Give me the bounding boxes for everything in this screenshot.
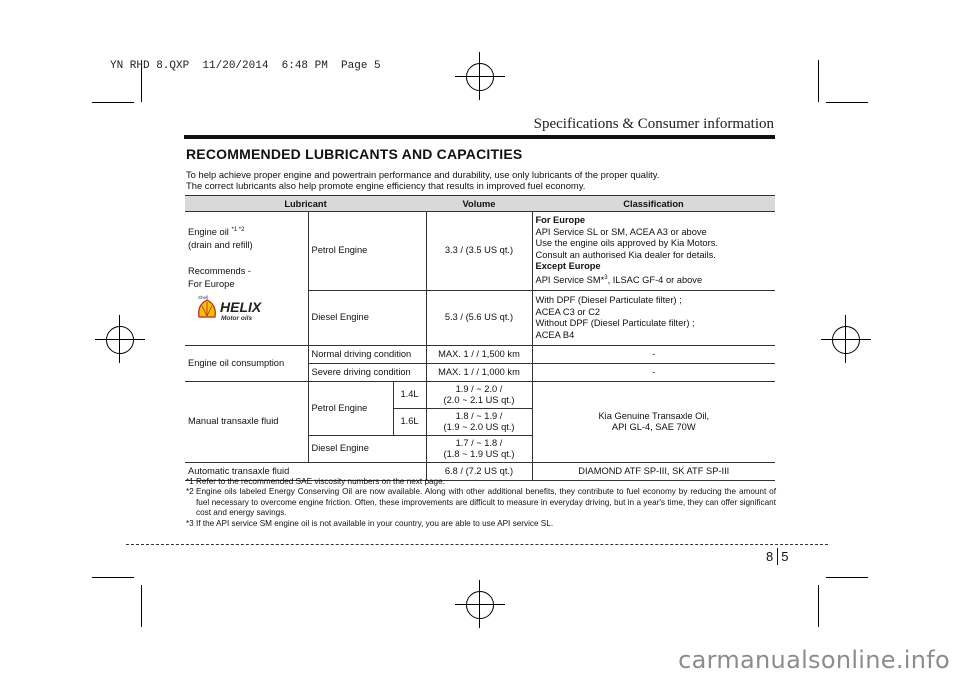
- petrol-volume: 3.3 / (3.5 US qt.): [426, 212, 532, 291]
- consumption-label: Engine oil consumption: [185, 346, 308, 382]
- petrol-classification: [532, 212, 775, 291]
- footnote-ref: 3: [604, 274, 608, 281]
- class-line: , ILSAC GF-4 or above: [607, 275, 703, 286]
- automatic-classification: DIAMOND ATF SP-III, SK ATF SP-III: [532, 463, 775, 481]
- svg-text:Shell: Shell: [198, 295, 209, 301]
- manual-petrol-label: Petrol Engine: [308, 382, 393, 436]
- volume-line: (1.9 ~ 2.0 US qt.): [443, 422, 515, 432]
- for-europe-heading: For Europe: [535, 215, 586, 226]
- class-line: ACEA B4: [535, 329, 575, 340]
- class-line: Without DPF (Diesel Particulate filter) ;: [535, 318, 695, 328]
- automatic-volume: 6.8 / (7.2 US qt.): [426, 463, 532, 481]
- class-line: ACEA C3 or C2: [535, 306, 601, 317]
- footnote-text: Engine oils labeled Energy Conserving Oil are now available. Along with other additional benefits, they contribute to fuel economy by reducing the amount of fuel necessary to overcome engine friction. Often, these improvements are difficult to measure in everyday driving, but in a year's time, they can offer significant cost and energy savings.: [196, 487, 776, 518]
- petrol-engine-label: Petrol Engine: [308, 212, 426, 291]
- print-slug: YN RHD 8.QXP 11/20/2014 6:48 PM Page 5: [110, 60, 381, 72]
- diesel-engine-label: Diesel Engine: [308, 291, 426, 346]
- volume-line: 1.7 / ~ 1.8 /: [455, 437, 503, 448]
- crop-mark: [826, 102, 868, 103]
- engine-oil-sub: (drain and refill): [188, 240, 253, 251]
- class-line: Consult an authorised Kia dealer for details.: [535, 249, 716, 260]
- footnote: [186, 519, 776, 529]
- intro-line: The correct lubricants also help promote engine efficiency that results in improved fuel economy.: [186, 180, 586, 191]
- diesel-volume: 5.3 / (5.6 US qt.): [426, 291, 532, 346]
- intro-text: [186, 169, 786, 191]
- col-header-lubricant: Lubricant: [185, 196, 426, 212]
- crop-mark: [818, 585, 819, 627]
- volume-line: (2.0 ~ 2.1 US qt.): [443, 395, 515, 405]
- manual-transaxle-label: Manual transaxle fluid: [185, 382, 308, 463]
- manual-volume: [426, 382, 532, 409]
- consumption-class: -: [532, 346, 775, 364]
- volume-line: 1.8 / ~ 1.9 /: [455, 410, 503, 421]
- class-line: With DPF (Diesel Particulate filter) ;: [535, 295, 682, 305]
- watermark: carmanualsonline.info: [678, 646, 950, 674]
- engine-size: 1.4L: [393, 382, 426, 409]
- driving-condition: Severe driving condition: [308, 364, 426, 382]
- for-europe-label: For Europe: [188, 279, 235, 290]
- footnote: [186, 477, 776, 487]
- table-header-row: [185, 196, 775, 212]
- table-row: [185, 212, 775, 291]
- footnote-ref: *1 *2: [231, 227, 245, 233]
- crop-mark: [92, 102, 134, 103]
- volume-line: (1.8 ~ 1.9 US qt.): [443, 449, 515, 459]
- chapter-number: 8: [766, 549, 774, 564]
- col-header-classification: Classification: [532, 196, 775, 212]
- manual-volume: [426, 436, 532, 463]
- footnote-mark: *1: [186, 477, 194, 486]
- crop-mark: [826, 577, 868, 578]
- footnote: [186, 487, 776, 518]
- class-line: Use the engine oils approved by Kia Motors.: [535, 238, 718, 249]
- consumption-volume: MAX. 1 / / 1,000 km: [426, 364, 532, 382]
- class-line: API Service SL or SM, ACEA A3 or above: [535, 226, 707, 237]
- consumption-class: -: [532, 364, 775, 382]
- driving-condition: Normal driving condition: [308, 346, 426, 364]
- svg-text:HELIX: HELIX: [220, 299, 262, 316]
- engine-oil-label: Engine oil: [188, 227, 229, 238]
- footnote-text: Refer to the recommended SAE viscosity numbers on the next page.: [196, 477, 445, 486]
- footnote-mark: *2: [186, 487, 194, 497]
- crop-mark: [818, 60, 819, 102]
- svg-text:Motor oils: Motor oils: [221, 315, 253, 322]
- engine-oil-cell: [185, 212, 308, 346]
- manual-volume: [426, 409, 532, 436]
- table-row: [185, 346, 775, 364]
- footer-rule: [126, 544, 828, 545]
- col-header-volume: Volume: [426, 196, 532, 212]
- recommends-label: Recommends -: [188, 266, 252, 277]
- diesel-classification: [532, 291, 775, 346]
- shell-helix-logo: [196, 295, 278, 325]
- page-in-chapter: 5: [781, 549, 789, 564]
- footnotes: [186, 477, 776, 529]
- lubricants-table: [185, 195, 775, 481]
- footnote-mark: *3: [186, 518, 194, 528]
- consumption-volume: MAX. 1 / / 1,500 km: [426, 346, 532, 364]
- automatic-transaxle-label: Automatic transaxle fluid: [185, 463, 426, 481]
- engine-size: 1.6L: [393, 409, 426, 436]
- crop-mark: [141, 585, 142, 627]
- class-line: API Service SM*: [535, 275, 605, 286]
- manual-classification: [532, 382, 775, 463]
- intro-line: To help achieve proper engine and powertrain performance and durability, use only lubricants of the proper quality.: [186, 169, 660, 180]
- class-line: Kia Genuine Transaxle Oil,: [598, 410, 710, 421]
- class-line: API GL-4, SAE 70W: [611, 422, 696, 432]
- section-title: RECOMMENDED LUBRICANTS AND CAPACITIES: [186, 146, 523, 162]
- running-head: Specifications & Consumer information: [533, 116, 774, 132]
- except-europe-heading: Except Europe: [535, 261, 601, 272]
- footnote-text: If the API service SM engine oil is not available in your country, you are able to use API service SL.: [196, 518, 554, 528]
- page-number-divider: [777, 548, 778, 565]
- header-rule: [184, 135, 775, 139]
- table-row: [185, 382, 775, 409]
- crop-mark: [92, 577, 134, 578]
- volume-line: 1.9 / ~ 2.0 /: [455, 383, 503, 394]
- manual-diesel-label: Diesel Engine: [308, 436, 426, 463]
